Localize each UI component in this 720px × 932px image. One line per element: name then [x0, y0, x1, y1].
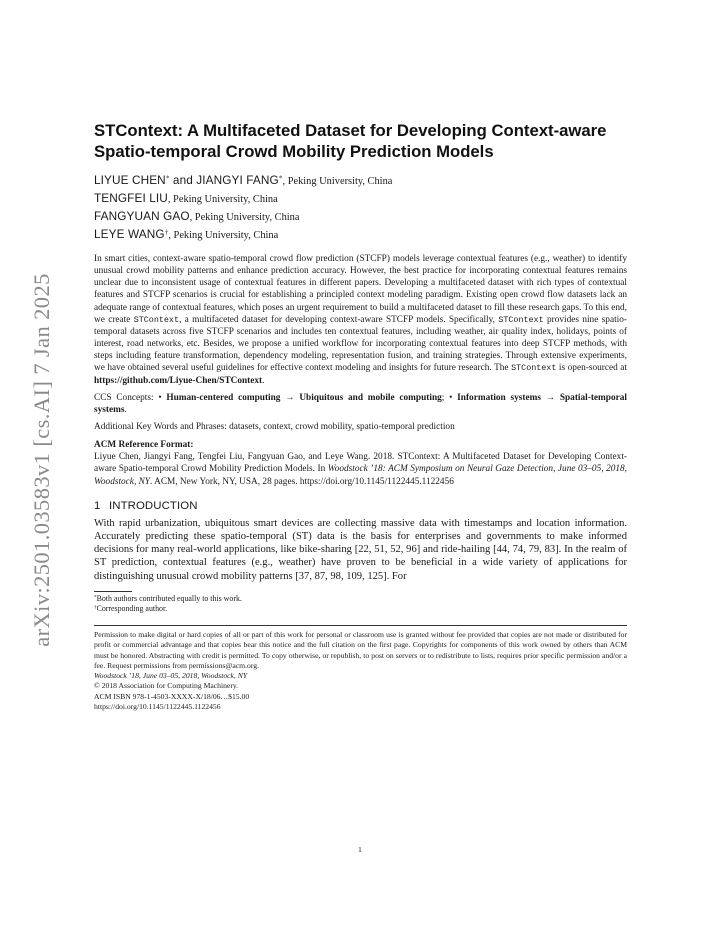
introduction-paragraph: With rapid urbanization, ubiquitous smart devices are collecting massive data with timestamps and location information. Accurately predicting these spatio-temporal (ST) data is the basis for enterprises and governments to make informed decisions for many real-world applications, like bike-sharing [22, 51, 52, 96] and ride-hailing [44, 74, 79, 83]. In the realm of ST prediction, contextual features (e.g., weather) have proven to be beneficial in a wide variety of applications for distinguishing unusual crowd mobility patterns [37, 87, 98, 109, 125]. For: [94, 517, 627, 582]
page-number: 1: [358, 845, 362, 854]
paper-title: STContext: A Multifaceted Dataset for Developing Context-aware Spatio-temporal Crowd Mobility Prediction Models: [94, 121, 607, 161]
author-affiliation: , Peking University, China: [189, 212, 300, 223]
acm-reference-heading: ACM Reference Format:: [94, 440, 194, 451]
permission-notice: Permission to make digital or hard copies of all or part of this work for personal or classroom use is granted without fee provided that copies are not made or distributed for profit or commercial advantage and that copies bear this notice and the full citation on the first page. Copyrights for components of this work owned by others than ACM must be honored. Abstracting with credit is permitted. To copy otherwise, or republish, to post on servers or to redistribute to lists, requires prior specific permission and/or a fee. Request permissions from permissions@acm.org.: [94, 630, 627, 670]
ccs-concept: Information systems: [457, 392, 541, 403]
venue-line: [94, 671, 627, 681]
acm-reference-venue: Woodstock ’18: ACM Symposium on Neural Gaze Detection, June 03–05, 2018, Woodstock, NY: [94, 464, 628, 487]
corresponding-author-mark: †: [164, 227, 169, 237]
ccs-arrow: →: [540, 392, 560, 403]
author-affiliation: , Peking University, China: [282, 176, 393, 187]
ccs-bullet: •: [449, 392, 458, 403]
author-affiliation: , Peking University, China: [168, 230, 279, 241]
abstract-text: is open-sourced at: [556, 363, 628, 374]
author-line: [94, 190, 627, 208]
arxiv-stamp-text: arXiv:2501.03583v1 [cs.AI] 7 Jan 2025: [29, 273, 54, 647]
paper-content: [94, 120, 627, 712]
keywords: Additional Key Words and Phrases: datasets, context, crowd mobility, spatio-temporal prediction: [94, 422, 455, 433]
acm-reference-text: Liyue Chen, Jiangyi Fang, Tengfei Liu, Fangyuan Gao, and Leye Wang. 2018. STContext: A Multifaceted Dataset for Developing Context-aware Spatio-temporal Crowd Mobility Prediction Models. In: [94, 452, 627, 475]
author-line: [94, 172, 627, 190]
ccs-concept: Spatial-temporal systems: [94, 392, 627, 415]
permission-rule: [94, 625, 627, 626]
footnote-rule: [94, 591, 132, 592]
section-title: INTRODUCTION: [109, 499, 198, 512]
abstract-text: .: [262, 375, 265, 386]
footnote-text: Both authors contributed equally to this work.: [96, 593, 242, 603]
ccs-label: CCS Concepts:: [94, 392, 159, 403]
section-heading-introduction: [94, 499, 627, 513]
ccs-end: .: [124, 404, 127, 415]
author-name: LEYE WANG: [94, 227, 165, 241]
abstract-text: , a multifaceted dataset for developing context-aware STCFP models. Specifically,: [178, 314, 499, 325]
author-list: [94, 172, 627, 244]
dataset-name: STContext: [511, 363, 557, 374]
author-affiliation: , Peking University, China: [167, 194, 278, 205]
author-name: LIYUE CHEN: [94, 173, 166, 187]
doi-link[interactable]: https://doi.org/10.1145/1122445.1122456: [94, 701, 221, 711]
abstract-text: provides nine spatio-temporal datasets across five STCFP scenarios and includes ten contextual features, including weather, air quality index, holidays, points of interest, road networks, etc. Besides, we propose a unified workflow for incorporating contextual features into deep STCFP methods, with steps including feature transformation, dependency modeling, representation fusion, and training strategies. Through extensive experiments, we have obtained several useful guidelines for effective context modeling and insights for future research. The: [94, 314, 627, 374]
ccs-separator: ;: [441, 392, 450, 403]
github-link[interactable]: https://github.com/Liyue-Chen/STContext: [94, 375, 263, 386]
footnote: [94, 604, 627, 615]
acm-reference-text: . ACM, New York, NY, USA, 28 pages. https://doi.org/10.1145/1122445.1122456: [149, 476, 454, 487]
author-name: FANGYUAN GAO: [94, 209, 190, 223]
abstract: [94, 253, 627, 387]
acm-reference: [94, 451, 627, 487]
footnote: [94, 594, 627, 605]
ccs-concepts: [94, 392, 627, 416]
footnote-mark: *: [94, 594, 97, 601]
ccs-arrow: →: [280, 392, 300, 403]
equal-contribution-mark: *: [278, 173, 283, 183]
author-line: [94, 208, 627, 226]
author-name: JIANGYI FANG: [196, 173, 279, 187]
dataset-name: STContext: [133, 314, 179, 325]
copyright-line: © 2018 Association for Computing Machinery.: [94, 681, 239, 691]
ccs-concept: Ubiquitous and mobile computing: [299, 392, 442, 403]
footnote-text: Corresponding author.: [96, 604, 168, 614]
isbn-line: ACM ISBN 978-1-4503-XXXX-X/18/06…$15.00: [94, 691, 250, 701]
ccs-concept: Human-centered computing: [166, 392, 281, 403]
venue-text: Woodstock ’18, June 03–05, 2018, Woodstock, NY: [94, 671, 248, 681]
footnote-mark: †: [94, 605, 97, 612]
author-joiner: and: [169, 173, 197, 187]
ccs-bullet: •: [158, 392, 167, 403]
author-name: TENGFEI LIU: [94, 191, 168, 205]
abstract-text: In smart cities, context-aware spatio-temporal crowd flow prediction (STCFP) models leverage contextual features (e.g., weather) to identify unusual crowd mobility patterns and enhance prediction accuracy. However, the best practice for incorporating contextual features remains unclear due to inconsistent usage of contextual features in different papers. Developing a multifaceted dataset with rich types of contextual features and STCFP scenarios is crucial for establishing a principled context modeling paradigm. Existing open crowd flow datasets lack an adequate range of contextual features, which poses an urgent requirement to build a multifaceted dataset to fill these research gaps. To this end, we create: [94, 254, 627, 325]
section-number: 1: [94, 499, 101, 512]
dataset-name: STContext: [498, 314, 544, 325]
equal-contribution-mark: *: [165, 173, 170, 183]
author-line: [94, 226, 627, 244]
arxiv-stamp: [22, 270, 62, 650]
